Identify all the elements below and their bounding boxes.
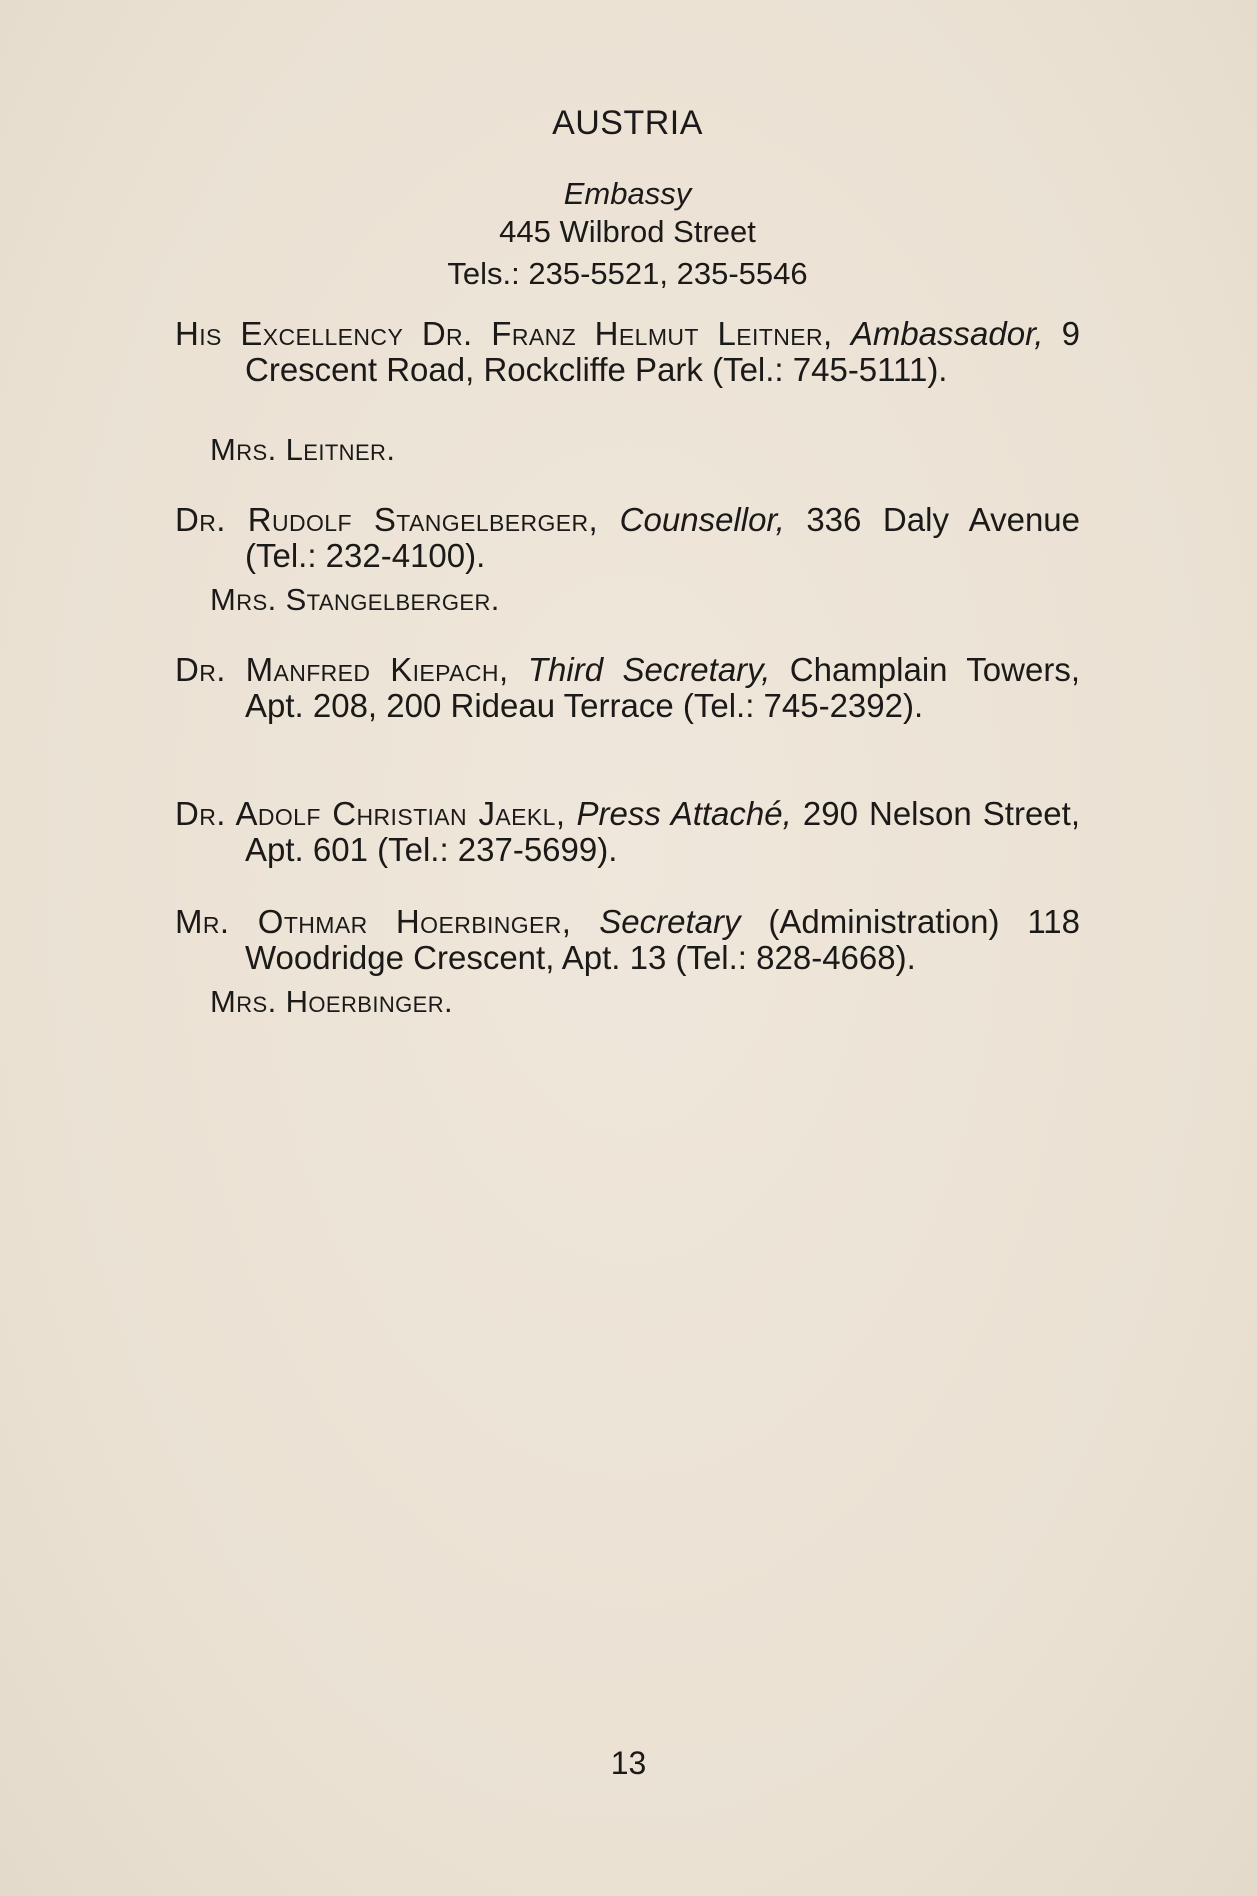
entry-secretary: [175, 904, 1080, 976]
entry-counsellor: [175, 502, 1080, 574]
entry-role: Secretary: [599, 903, 741, 940]
mission-telephones: Tels.: 235-5521, 235-5546: [447, 256, 808, 291]
entry-text: [175, 796, 1080, 868]
mission-type: Embassy: [563, 176, 692, 211]
entry-role: Counsellor,: [619, 501, 785, 538]
entry-details: 336 Daly Avenue (Tel.: 232-4100).: [245, 501, 1081, 574]
entry-name: Mr. Othmar Hoerbinger,: [175, 903, 572, 940]
entry-name: His Excellency Dr. Franz Helmut Leitner,: [175, 315, 833, 352]
entry-role: Press Attaché,: [576, 795, 792, 832]
entry-text: [175, 904, 1080, 976]
entry-spouse: Mrs. Stangelberger.: [210, 582, 500, 617]
entry-spouse: Mrs. Leitner.: [210, 432, 396, 467]
entry-text: [175, 316, 1080, 388]
entry-text: [175, 502, 1080, 574]
entry-spouse: Mrs. Hoerbinger.: [210, 984, 454, 1019]
page-number: 13: [610, 1745, 647, 1781]
entry-text: [175, 652, 1080, 724]
entry-details: 290 Nelson Street, Apt. 601 (Tel.: 237-5699).: [245, 795, 1080, 868]
entry-role: Ambassador,: [850, 315, 1044, 352]
entry-name: Dr. Rudolf Stangelberger,: [175, 501, 599, 538]
entry-ambassador: [175, 316, 1080, 388]
entry-press-attache: [175, 796, 1080, 868]
mission-address: 445 Wilbrod Street: [499, 214, 756, 249]
entry-details: 9 Crescent Road, Rockcliffe Park (Tel.: 745-5111).: [245, 315, 1081, 388]
entry-name: Dr. Manfred Kiepach,: [175, 651, 509, 688]
entry-third-secretary: [175, 652, 1080, 724]
country-heading: AUSTRIA: [552, 104, 703, 142]
entry-details: Champlain Towers, Apt. 208, 200 Rideau Terrace (Tel.: 745-2392).: [245, 651, 1080, 724]
entry-details: (Administration) 118 Woodridge Crescent, Apt. 13 (Tel.: 828-4668).: [245, 903, 1081, 976]
entry-name: Dr. Adolf Christian Jaekl,: [175, 795, 566, 832]
entry-role: Third Secretary,: [527, 651, 771, 688]
